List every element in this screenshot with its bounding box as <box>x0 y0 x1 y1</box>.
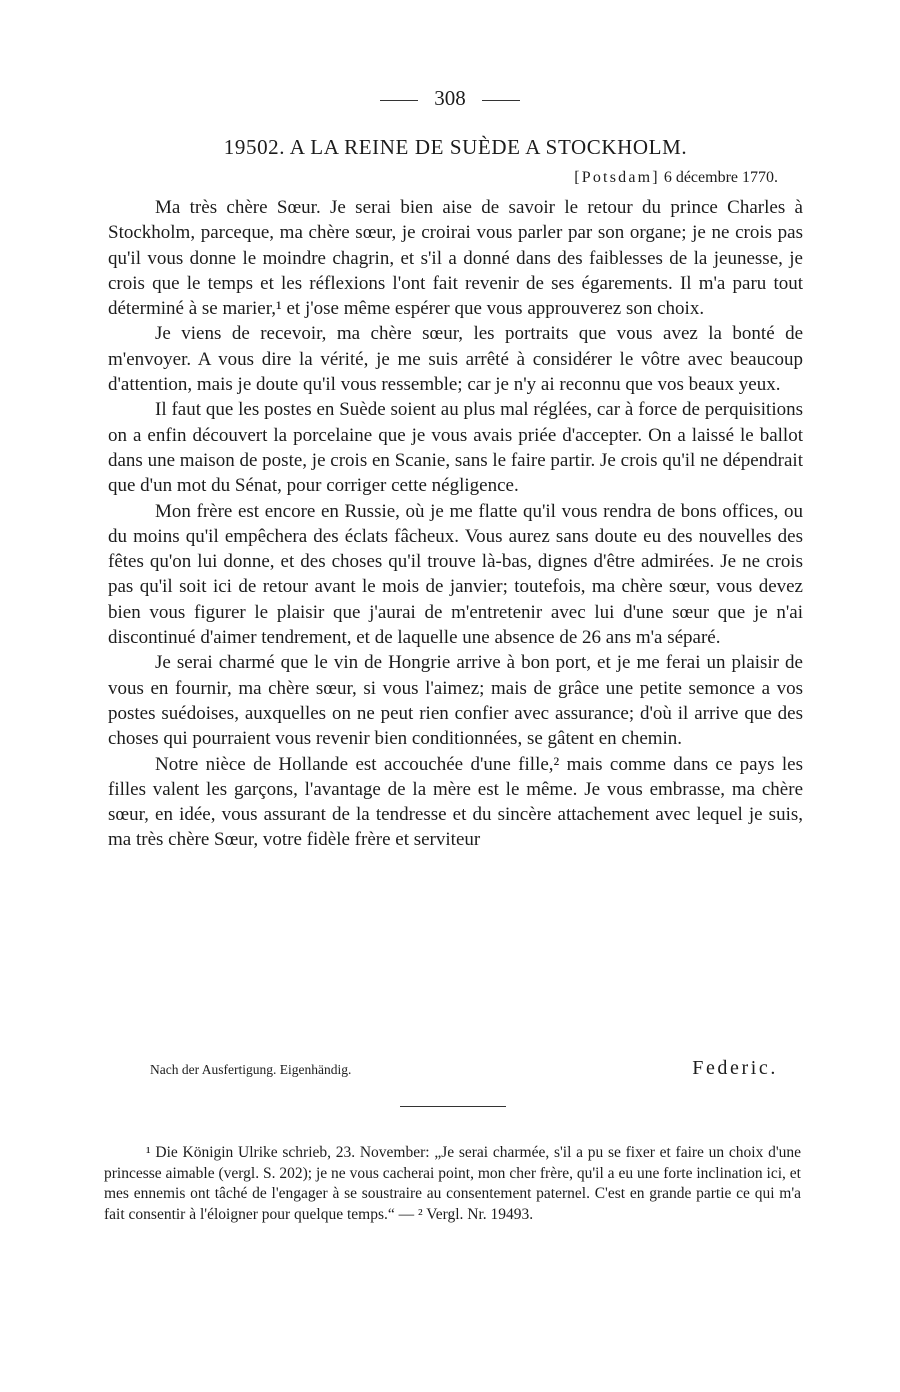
letter-paragraph: Notre nièce de Hollande est accouchée d'une fille,² mais comme dans ce pays les filles valent les garçons, l'avantage de la mère est le même. Je vous embrasse, ma chère sœur, en idée, vous assurant de la tendresse et du sincère attachement avec lequel je suis, ma très chère Sœur, votre fidèle frère et serviteur <box>108 753 803 851</box>
header-rule-left <box>380 100 418 101</box>
footnote-text: ¹ Die Königin Ulrike schrieb, 23. November: „Je serai charmée, s'il a pu se fixer et faire un choix d'une princesse aimable (vergl. S. 202); je ne vous cacherai point, mon cher frère, qu'il a eu une forte inclination ici, et mes ennemis ont tâché de l'engager à se soustraire au consentement paternel. C'est en grande partie ce qui m'a fait consentir à l'éloigner pour quelque temps.“ — ² Vergl. Nr. 19493. <box>104 1144 801 1223</box>
letter-paragraph: Je viens de recevoir, ma chère sœur, les portraits que vous avez la bonté de m'envoyer. A vous dire la vérité, je me suis arrêté à considérer le vôtre avec beaucoup d'attention, mais je doute qu'il vous ressemble; car je n'y ai reconnu que vos beaux yeux. <box>108 323 803 396</box>
signature: Federic. <box>692 1057 778 1079</box>
footnotes <box>104 1143 801 1225</box>
page-number: 308 <box>434 86 466 110</box>
letter-paragraph: Je serai charmé que le vin de Hongrie arrive à bon port, et je me ferai un plaisir de vous en fournir, ma chère sœur, si vous l'aimez; mais de grâce une petite semonce a vos postes suédoises, auxquelles on ne peut rien confier avec assurance; d'où il arrive que des choses qui pourraient vous revenir bien conditionnées, se gâtent en chemin. <box>108 652 803 750</box>
page-header <box>0 84 900 112</box>
header-rule-right <box>482 100 520 101</box>
letter-heading: 19502. A LA REINE DE SUÈDE A STOCKHOLM. <box>223 135 688 159</box>
letter-paragraph: Il faut que les postes en Suède soient au plus mal réglées, car à force de perquisitions on a enfin découvert la porcelaine que je vous avais priée d'accepter. On a laissé le ballot dans une maison de poste, je crois en Scanie, sans le faire partir. Je crois qu'il ne dépendrait que d'un mot du Sénat, pour corriger cette négligence. <box>108 399 803 497</box>
letter-paragraph: Ma très chère Sœur. Je serai bien aise de savoir le retour du prince Charles à Stockholm, parceque, ma chère sœur, je croirai vous parler par son organe; je ne crois pas qu'il vous donne le moindre chagrin, et s'il a donné dans des faiblesses de la jeunesse, je crois que le temps et les réflexions l'ont fait revenir de ses égarements. Il m'a paru tout déterminé à se marier,¹ et j'ose même espérer que vous approuverez son choix. <box>108 197 803 320</box>
dateline-date: 6 décembre 1770. <box>663 169 778 186</box>
letter-paragraph: Mon frère est encore en Russie, où je me flatte qu'il vous rendra de bons offices, ou du moins qu'il empêchera des éclats fâcheux. Vous aurez sans doute eu des nouvelles des fêtes qu'on lui donne, et des choses qu'il trouve là-bas, dignes d'être admirées. Je ne crois pas qu'il soit ici de retour avant le mois de janvier; toutefois, ma chère sœur, vous devez bien vous figurer le plaisir que j'aurai de m'entretenir avec lui d'une sœur que je n'ai discontinué d'aimer tendrement, et de laquelle une absence de 26 ans m'a séparé. <box>108 500 803 649</box>
footnote-divider <box>400 1106 506 1107</box>
letter-dateline <box>574 167 778 189</box>
closing-row <box>150 1055 778 1081</box>
dateline-place: [Potsdam] <box>574 169 660 186</box>
source-note: Nach der Ausfertigung. Eigenhändig. <box>150 1062 352 1077</box>
letter-body <box>108 195 803 853</box>
